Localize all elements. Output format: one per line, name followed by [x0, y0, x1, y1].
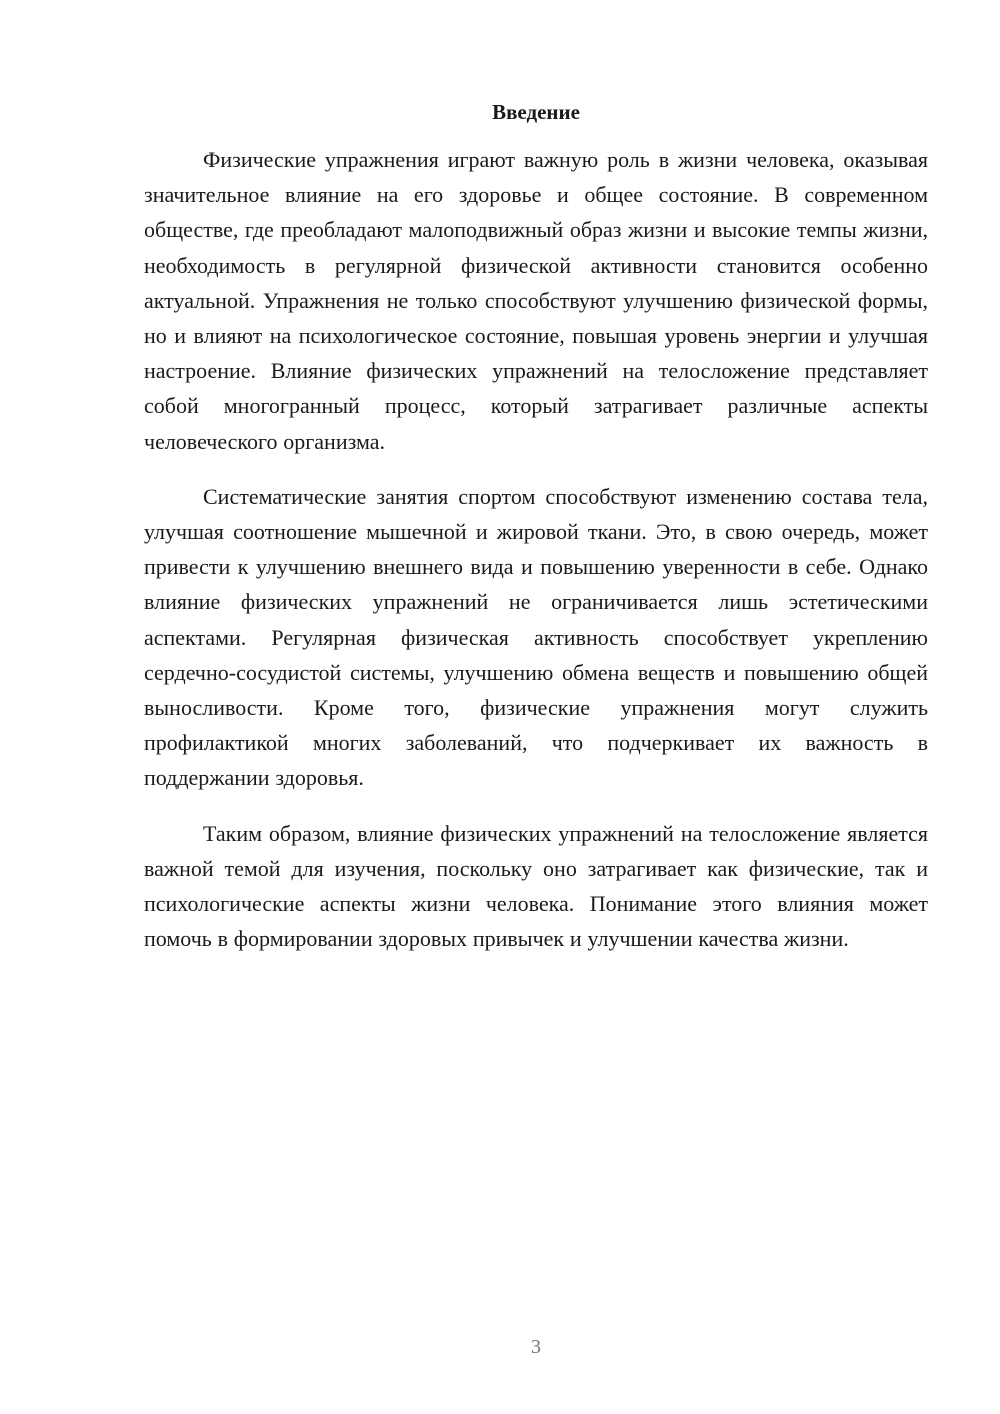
paragraph-1: Физические упражнения играют важную роль в жизни человека, оказывая значительное влияние на его здоровье и общее состояние. В современном обществе, где преобладают малоподвижный образ жизни и высокие темпы жизни, необходимость в регулярной физической активности становится особенно актуальной. Упражнения не только способствуют улучшению физической формы, но и влияют на психологическое состояние, повышая уровень энергии и улучшая настроение. Влияние физических упражнений на телосложение представляет собой многогранный процесс, который затрагивает различные аспекты человеческого организма. [144, 147, 928, 454]
body-text [144, 142, 928, 976]
page-number: 3 [531, 1336, 541, 1358]
section-heading: Введение [492, 100, 580, 124]
paragraph-2: Систематические занятия спортом способствуют изменению состава тела, улучшая соотношение мышечной и жировой ткани. Это, в свою очередь, может привести к улучшению внешнего вида и повышению уверенности в себе. Однако влияние физических упражнений не ограничивается лишь эстетическими аспектами. Регулярная физическая активность способствует укреплению сердечно-сосудистой системы, улучшению обмена веществ и повышению общей выносливости. Кроме того, физические упражнения могут служить профилактикой многих заболеваний, что подчеркивает их важность в поддержании здоровья. [144, 483, 928, 791]
paragraph-3: Таким образом, влияние физических упражнений на телосложение является важной темой для изучения, поскольку оно затрагивает как физические, так и психологические аспекты жизни человека. Понимание этого влияния может помочь в формировании здоровых привычек и улучшении качества жизни. [144, 820, 928, 952]
